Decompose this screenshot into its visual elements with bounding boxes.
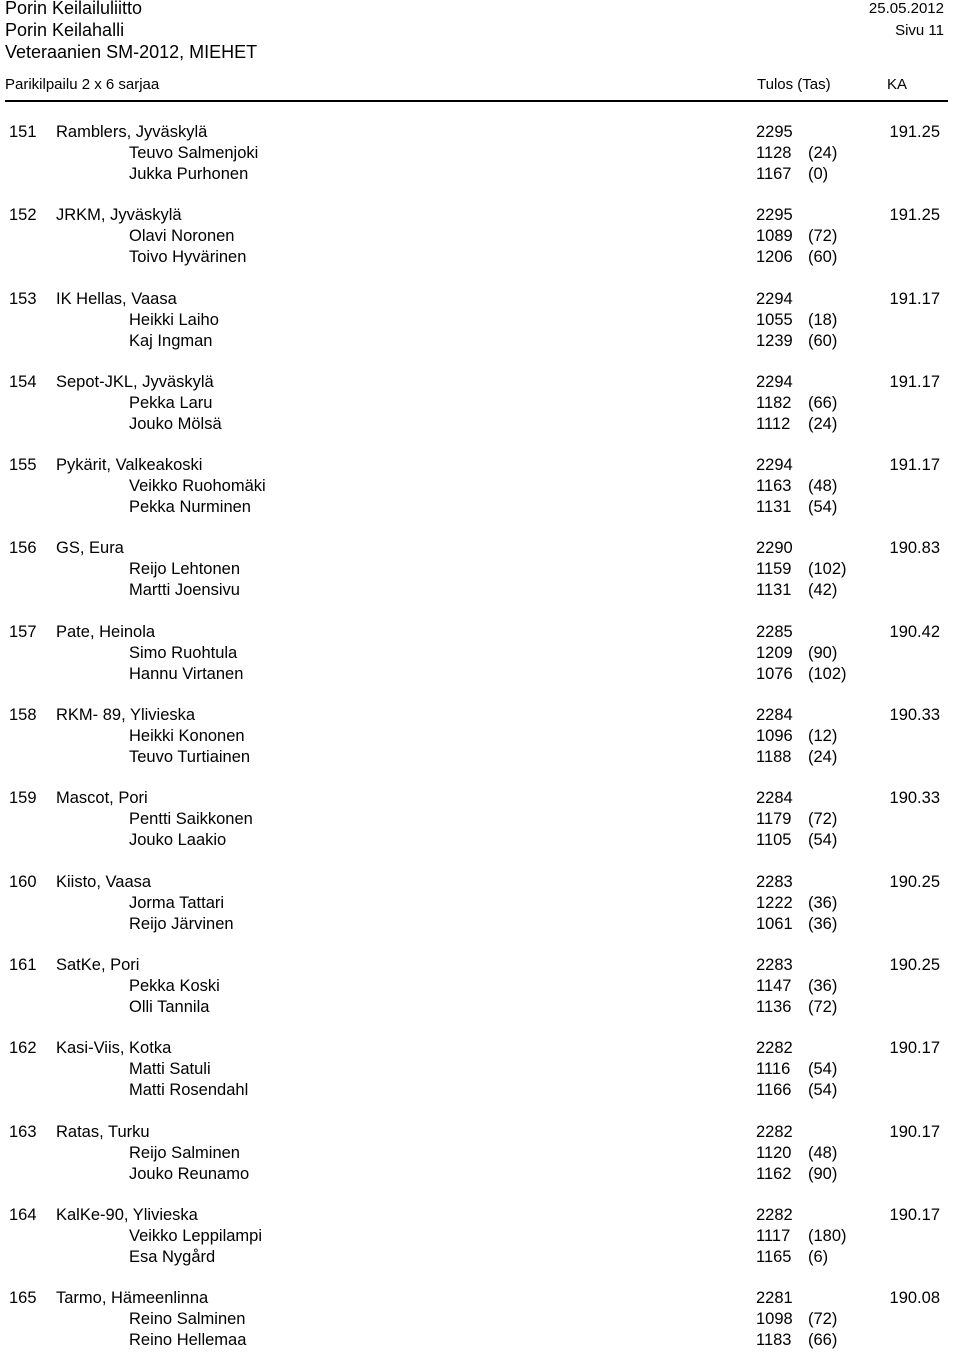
player-score: 1120 bbox=[756, 1143, 792, 1162]
team-name: IK Hellas, Vaasa bbox=[56, 289, 177, 308]
team-row bbox=[0, 623, 960, 644]
player-row bbox=[0, 144, 960, 165]
player-handicap: (90) bbox=[808, 643, 838, 662]
team-entry bbox=[0, 1206, 960, 1289]
team-row bbox=[0, 789, 960, 810]
team-row bbox=[0, 290, 960, 311]
player-row bbox=[0, 581, 960, 602]
player-name: Olavi Noronen bbox=[129, 227, 235, 246]
team-rank: 164 bbox=[9, 1205, 37, 1224]
player-row bbox=[0, 748, 960, 769]
team-row bbox=[0, 706, 960, 727]
player-score: 1163 bbox=[756, 477, 792, 496]
team-entry bbox=[0, 706, 960, 789]
player-score: 1167 bbox=[756, 165, 792, 183]
team-rank: 152 bbox=[9, 206, 37, 225]
team-total: 2284 bbox=[756, 706, 793, 725]
team-name: RKM- 89, Ylivieska bbox=[56, 706, 196, 725]
team-row bbox=[0, 373, 960, 394]
player-handicap: (36) bbox=[808, 976, 838, 995]
player-score: 1179 bbox=[756, 810, 792, 829]
player-score: 1136 bbox=[756, 997, 792, 1016]
team-name: SatKe, Pori bbox=[56, 955, 140, 974]
team-name: Kiisto, Vaasa bbox=[56, 872, 152, 891]
player-score: 1096 bbox=[756, 727, 793, 746]
player-row bbox=[0, 665, 960, 686]
player-score: 1222 bbox=[756, 893, 793, 912]
player-handicap: (72) bbox=[808, 997, 838, 1016]
player-score: 1089 bbox=[756, 227, 793, 246]
player-score: 1162 bbox=[756, 1164, 792, 1183]
player-name: Pekka Nurminen bbox=[129, 498, 251, 517]
team-average: 190.25 bbox=[889, 872, 940, 891]
team-name: Sepot-JKL, Jyväskylä bbox=[56, 372, 214, 391]
player-name: Reijo Salminen bbox=[129, 1143, 240, 1162]
page-number: Sivu 11 bbox=[895, 22, 944, 39]
player-handicap: (0) bbox=[808, 165, 829, 183]
team-entry bbox=[0, 789, 960, 872]
player-name: Reijo Järvinen bbox=[129, 914, 234, 933]
player-name: Reijo Lehtonen bbox=[129, 560, 241, 579]
team-row bbox=[0, 1123, 960, 1144]
player-handicap: (102) bbox=[808, 664, 847, 683]
player-name: Teuvo Turtiainen bbox=[129, 748, 251, 767]
team-entry bbox=[0, 623, 960, 706]
player-row bbox=[0, 332, 960, 353]
player-score: 1131 bbox=[756, 498, 792, 517]
player-handicap: (6) bbox=[808, 1247, 829, 1266]
team-entry bbox=[0, 1123, 960, 1206]
player-score: 1112 bbox=[756, 414, 791, 433]
player-name: Matti Satuli bbox=[129, 1060, 211, 1079]
player-row bbox=[0, 415, 960, 436]
team-total: 2294 bbox=[756, 372, 793, 391]
team-total: 2283 bbox=[756, 955, 793, 974]
team-entry bbox=[0, 539, 960, 622]
player-score: 1131 bbox=[756, 581, 792, 600]
team-total: 2281 bbox=[756, 1289, 793, 1308]
team-rank: 162 bbox=[9, 1039, 37, 1058]
player-handicap: (18) bbox=[808, 310, 838, 329]
player-score: 1076 bbox=[756, 664, 793, 683]
player-score: 1098 bbox=[756, 1310, 793, 1329]
player-score: 1159 bbox=[756, 560, 792, 579]
player-handicap: (36) bbox=[808, 914, 838, 933]
player-row bbox=[0, 915, 960, 936]
team-name: Tarmo, Hämeenlinna bbox=[56, 1289, 209, 1308]
player-row bbox=[0, 477, 960, 498]
team-row bbox=[0, 456, 960, 477]
player-name: Pentti Saikkonen bbox=[129, 810, 253, 829]
player-score: 1061 bbox=[756, 914, 793, 933]
team-name: Ratas, Turku bbox=[56, 1122, 150, 1141]
team-total: 2290 bbox=[756, 539, 793, 558]
player-name: Hannu Virtanen bbox=[129, 664, 244, 683]
player-score: 1147 bbox=[756, 976, 792, 995]
team-entry bbox=[0, 1039, 960, 1122]
player-handicap: (48) bbox=[808, 477, 838, 496]
player-score: 1055 bbox=[756, 310, 793, 329]
team-row bbox=[0, 1039, 960, 1060]
team-name: GS, Eura bbox=[56, 539, 124, 558]
team-name: Ramblers, Jyväskylä bbox=[56, 123, 208, 141]
player-name: Matti Rosendahl bbox=[129, 1081, 249, 1100]
player-handicap: (54) bbox=[808, 1060, 838, 1079]
player-row bbox=[0, 498, 960, 519]
player-handicap: (54) bbox=[808, 831, 838, 850]
event-title: Veteraanien SM-2012, MIEHET bbox=[5, 42, 258, 62]
team-entry bbox=[0, 956, 960, 1039]
team-rank: 165 bbox=[9, 1289, 37, 1308]
team-rank: 159 bbox=[9, 789, 37, 808]
player-row bbox=[0, 1060, 960, 1081]
player-name: Pekka Koski bbox=[129, 976, 220, 995]
team-average: 191.17 bbox=[889, 289, 940, 308]
player-handicap: (102) bbox=[808, 560, 847, 579]
player-name: Heikki Kononen bbox=[129, 727, 245, 746]
player-handicap: (24) bbox=[808, 414, 838, 433]
player-name: Veikko Leppilampi bbox=[129, 1226, 262, 1245]
team-entry bbox=[0, 1289, 960, 1372]
team-row bbox=[0, 956, 960, 977]
player-row bbox=[0, 560, 960, 581]
team-row bbox=[0, 1206, 960, 1227]
team-rank: 157 bbox=[9, 622, 37, 641]
player-row bbox=[0, 311, 960, 332]
team-total: 2284 bbox=[756, 789, 793, 808]
team-name: Kasi-Viis, Kotka bbox=[56, 1039, 172, 1058]
player-name: Jukka Purhonen bbox=[129, 165, 249, 183]
player-handicap: (90) bbox=[808, 1164, 838, 1183]
player-name: Kaj Ingman bbox=[129, 331, 213, 350]
player-row bbox=[0, 248, 960, 269]
player-score: 1183 bbox=[756, 1331, 792, 1350]
player-name: Reino Salminen bbox=[129, 1310, 246, 1329]
team-row bbox=[0, 873, 960, 894]
team-name: Pate, Heinola bbox=[56, 622, 156, 641]
team-average: 190.17 bbox=[889, 1205, 940, 1224]
team-average: 191.17 bbox=[889, 456, 940, 475]
player-row bbox=[0, 1144, 960, 1165]
team-total: 2295 bbox=[756, 123, 793, 141]
player-handicap: (24) bbox=[808, 748, 838, 767]
player-name: Reino Hellemaa bbox=[129, 1331, 247, 1350]
player-row bbox=[0, 831, 960, 852]
team-row bbox=[0, 206, 960, 227]
player-name: Heikki Laiho bbox=[129, 310, 219, 329]
team-entry bbox=[0, 873, 960, 956]
team-total: 2282 bbox=[756, 1205, 793, 1224]
player-score: 1188 bbox=[756, 748, 792, 767]
player-handicap: (72) bbox=[808, 1310, 838, 1329]
player-row bbox=[0, 810, 960, 831]
team-average: 190.42 bbox=[889, 622, 940, 641]
team-total: 2285 bbox=[756, 622, 793, 641]
player-handicap: (72) bbox=[808, 810, 838, 829]
team-average: 191.25 bbox=[889, 206, 940, 225]
team-average: 190.83 bbox=[889, 539, 940, 558]
average-column-label: KA bbox=[887, 76, 908, 93]
player-score: 1165 bbox=[756, 1247, 792, 1266]
team-row bbox=[0, 539, 960, 560]
player-handicap: (54) bbox=[808, 498, 838, 517]
team-name: JRKM, Jyväskylä bbox=[56, 206, 182, 225]
org-name: Porin Keilailuliitto bbox=[5, 0, 143, 18]
player-row bbox=[0, 227, 960, 248]
player-row bbox=[0, 1248, 960, 1269]
player-handicap: (54) bbox=[808, 1081, 838, 1100]
competition-title: Parikilpailu 2 x 6 sarjaa bbox=[5, 76, 160, 93]
team-total: 2282 bbox=[756, 1122, 793, 1141]
team-entry bbox=[0, 123, 960, 206]
team-average: 190.17 bbox=[889, 1039, 940, 1058]
player-score: 1116 bbox=[756, 1060, 791, 1079]
team-rank: 163 bbox=[9, 1122, 37, 1141]
team-rank: 160 bbox=[9, 872, 37, 891]
player-score: 1166 bbox=[756, 1081, 792, 1100]
team-average: 190.17 bbox=[889, 1122, 940, 1141]
team-name: KalKe-90, Ylivieska bbox=[56, 1205, 198, 1224]
team-total: 2283 bbox=[756, 872, 793, 891]
player-name: Veikko Ruohomäki bbox=[129, 477, 266, 496]
player-handicap: (72) bbox=[808, 227, 838, 246]
team-total: 2295 bbox=[756, 206, 793, 225]
team-average: 190.33 bbox=[889, 789, 940, 808]
player-row bbox=[0, 644, 960, 665]
team-entry bbox=[0, 456, 960, 539]
player-score: 1209 bbox=[756, 643, 793, 662]
player-name: Martti Joensivu bbox=[129, 581, 240, 600]
player-row bbox=[0, 977, 960, 998]
print-date: 25.05.2012 bbox=[868, 0, 944, 17]
team-total: 2282 bbox=[756, 1039, 793, 1058]
team-average: 191.17 bbox=[889, 372, 940, 391]
player-handicap: (36) bbox=[808, 893, 838, 912]
team-rank: 154 bbox=[9, 372, 37, 391]
player-name: Esa Nygård bbox=[129, 1247, 216, 1266]
header-line-2 bbox=[5, 20, 948, 42]
player-row bbox=[0, 1081, 960, 1102]
player-name: Jorma Tattari bbox=[129, 893, 225, 912]
team-name: Mascot, Pori bbox=[56, 789, 148, 808]
player-row bbox=[0, 1310, 960, 1331]
team-rank: 155 bbox=[9, 456, 37, 475]
player-row bbox=[0, 1227, 960, 1248]
venue-name: Porin Keilahalli bbox=[5, 20, 125, 40]
result-column-label: Tulos (Tas) bbox=[757, 76, 831, 93]
player-name: Simo Ruohtula bbox=[129, 643, 238, 662]
team-average: 190.25 bbox=[889, 955, 940, 974]
team-entry bbox=[0, 206, 960, 289]
team-entry bbox=[0, 373, 960, 456]
player-handicap: (60) bbox=[808, 331, 838, 350]
results-list bbox=[0, 123, 960, 1372]
player-handicap: (66) bbox=[808, 1331, 838, 1350]
player-row bbox=[0, 1331, 960, 1352]
team-entry bbox=[0, 290, 960, 373]
player-handicap: (60) bbox=[808, 248, 838, 267]
player-handicap: (66) bbox=[808, 393, 838, 412]
player-name: Olli Tannila bbox=[129, 997, 210, 1016]
player-handicap: (24) bbox=[808, 144, 838, 162]
player-score: 1206 bbox=[756, 248, 793, 267]
player-handicap: (48) bbox=[808, 1143, 838, 1162]
team-rank: 156 bbox=[9, 539, 37, 558]
player-name: Toivo Hyvärinen bbox=[129, 248, 247, 267]
player-row bbox=[0, 165, 960, 186]
player-handicap: (42) bbox=[808, 581, 838, 600]
player-name: Pekka Laru bbox=[129, 393, 213, 412]
player-row bbox=[0, 727, 960, 748]
team-row bbox=[0, 1289, 960, 1310]
player-score: 1117 bbox=[756, 1226, 791, 1245]
team-average: 191.25 bbox=[889, 123, 940, 141]
player-row bbox=[0, 1165, 960, 1186]
player-name: Teuvo Salmenjoki bbox=[129, 144, 259, 162]
player-row bbox=[0, 998, 960, 1019]
column-header bbox=[5, 76, 948, 96]
player-row bbox=[0, 894, 960, 915]
player-name: Jouko Mölsä bbox=[129, 414, 222, 433]
team-rank: 153 bbox=[9, 289, 37, 308]
team-rank: 151 bbox=[9, 123, 37, 141]
header-line-1 bbox=[5, 0, 948, 20]
player-score: 1105 bbox=[756, 831, 792, 850]
player-row bbox=[0, 394, 960, 415]
player-handicap: (12) bbox=[808, 727, 838, 746]
team-rank: 158 bbox=[9, 706, 37, 725]
team-name: Pykärit, Valkeakoski bbox=[56, 456, 203, 475]
player-score: 1182 bbox=[756, 393, 792, 412]
header-divider bbox=[5, 100, 948, 102]
team-average: 190.08 bbox=[889, 1289, 940, 1308]
player-score: 1239 bbox=[756, 331, 793, 350]
team-total: 2294 bbox=[756, 456, 793, 475]
team-row bbox=[0, 123, 960, 144]
team-total: 2294 bbox=[756, 289, 793, 308]
player-name: Jouko Laakio bbox=[129, 831, 227, 850]
team-rank: 161 bbox=[9, 955, 37, 974]
player-handicap: (180) bbox=[808, 1226, 847, 1245]
player-score: 1128 bbox=[756, 144, 792, 162]
team-average: 190.33 bbox=[889, 706, 940, 725]
player-name: Jouko Reunamo bbox=[129, 1164, 250, 1183]
header-line-3 bbox=[5, 42, 948, 64]
